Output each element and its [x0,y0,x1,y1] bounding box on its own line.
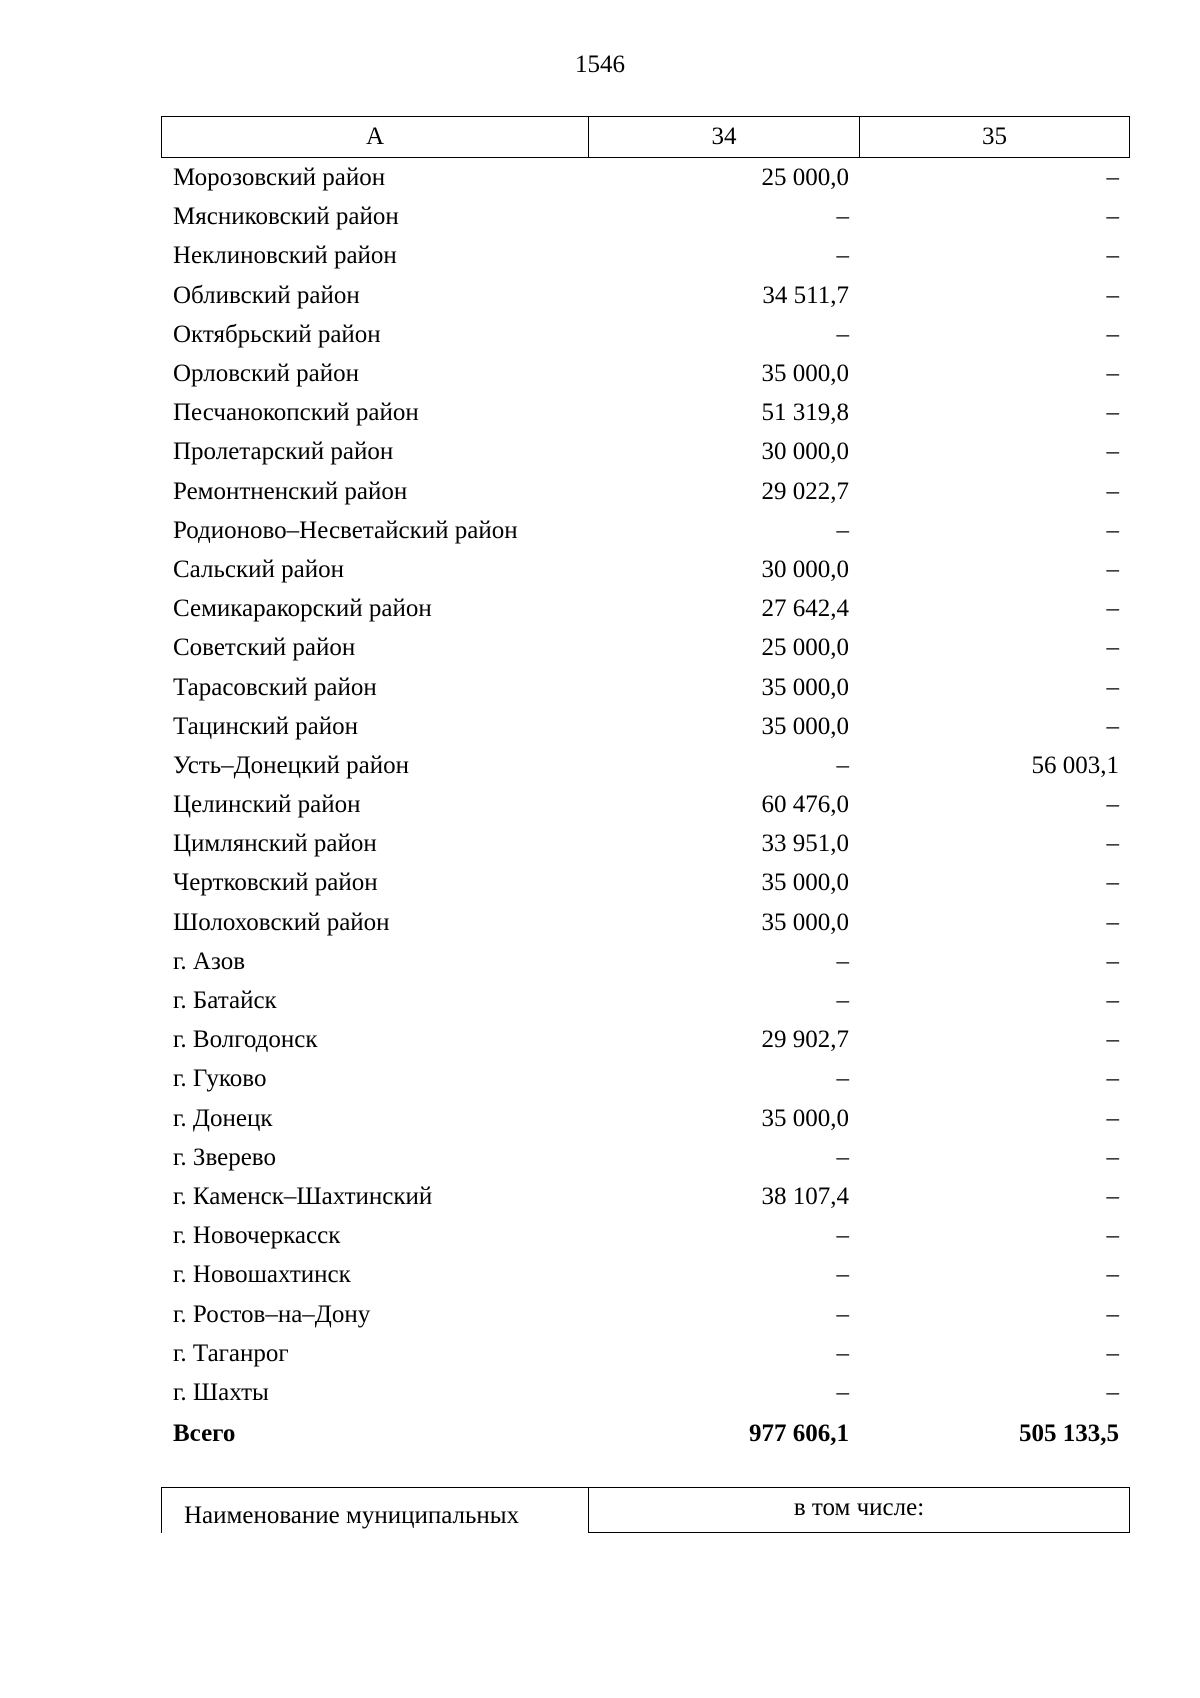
value-col-35: – [1106,477,1119,505]
value-col-35: – [1106,987,1119,1015]
table-row [161,1138,1130,1177]
municipality-name: Усть–Донецкий район [173,751,410,779]
municipality-name: Целинский район [173,791,361,819]
municipal-names-header: Наименование муниципальных [162,1488,589,1533]
municipality-name: Родионово–Несветайский район [173,516,518,544]
municipality-name: Советский район [173,634,356,662]
value-col-34: 35 000,0 [761,712,849,740]
value-col-35: – [1106,360,1119,388]
municipality-name: г. Волгодонск [173,1026,318,1054]
table-row [161,511,1130,550]
value-col-35: – [1106,1261,1119,1289]
value-col-34: – [836,751,849,779]
municipality-name: Тарасовский район [173,673,377,701]
value-col-35: – [1106,1222,1119,1250]
value-col-35: – [1106,1300,1119,1328]
value-col-34: 60 476,0 [761,791,849,819]
value-col-35: – [1106,164,1119,192]
value-col-35: 56 003,1 [1031,751,1119,779]
value-col-34: 35 000,0 [761,908,849,936]
value-col-34: 38 107,4 [761,1182,849,1210]
value-col-34: – [836,1065,849,1093]
municipality-name: Сальский район [173,555,344,583]
municipality-name: Шолоховский район [173,908,390,936]
value-col-35: – [1106,399,1119,427]
value-col-34: 34 511,7 [762,281,849,309]
value-col-35: – [1106,1378,1119,1406]
value-col-34: 30 000,0 [761,438,849,466]
value-col-34: – [836,987,849,1015]
value-col-35: – [1106,1339,1119,1367]
municipality-name: г. Новошахтинск [173,1261,351,1289]
header-col-35: 35 [982,123,1007,150]
value-col-34: 29 902,7 [761,1026,849,1054]
table-row [161,197,1130,236]
municipality-name: Обливский район [173,281,360,309]
value-col-35: – [1106,791,1119,819]
table-row [161,236,1130,275]
municipality-name: Всего [173,1420,236,1448]
table-row [161,667,1130,706]
value-col-34: – [836,1300,849,1328]
municipality-name: Ремонтненский район [173,477,408,505]
table-row [161,863,1130,902]
table-row [161,628,1130,667]
municipality-name: Тацинский район [173,712,358,740]
municipality-name: Октябрьский район [173,320,381,348]
value-col-35: – [1106,1104,1119,1132]
value-col-35: – [1106,1065,1119,1093]
table-row [161,707,1130,746]
municipality-name: Морозовский район [173,164,386,192]
value-col-34: – [836,1378,849,1406]
value-col-35: – [1106,634,1119,662]
municipality-name: г. Шахты [173,1378,269,1406]
value-col-34: 30 000,0 [761,555,849,583]
municipality-name: Пролетарский район [173,438,394,466]
table-row [161,550,1130,589]
value-col-34: 25 000,0 [761,634,849,662]
municipality-name: Мясниковский район [173,203,399,231]
table-row [161,824,1130,863]
value-col-34: – [836,242,849,270]
table-row [161,589,1130,628]
value-col-34: 35 000,0 [761,869,849,897]
municipality-name: Чертковский район [173,869,378,897]
value-col-34: 29 022,7 [761,477,849,505]
value-col-35: – [1106,1026,1119,1054]
value-col-34: – [836,203,849,231]
value-col-35: – [1106,595,1119,623]
municipality-name: Песчанокопский район [173,399,419,427]
table-row [161,981,1130,1020]
table-header [161,116,1130,158]
municipality-name: г. Гуково [173,1065,267,1093]
table-row [161,1059,1130,1098]
table-row [161,1334,1130,1373]
table-row [161,785,1130,824]
table-row [161,315,1130,354]
value-col-35: 505 133,5 [1019,1420,1119,1448]
table-row [161,432,1130,471]
table-row [161,393,1130,432]
value-col-34: – [836,1143,849,1171]
value-col-34: – [836,516,849,544]
value-col-35: – [1106,673,1119,701]
value-col-35: – [1106,1182,1119,1210]
value-col-34: 51 319,8 [761,399,849,427]
value-col-35: – [1106,555,1119,583]
value-col-35: – [1106,1143,1119,1171]
value-col-35: – [1106,438,1119,466]
value-col-35: – [1106,712,1119,740]
value-col-34: – [836,1339,849,1367]
table-row [161,276,1130,315]
municipality-name: г. Каменск–Шахтинский [173,1182,433,1210]
municipality-name: г. Таганрог [173,1339,289,1367]
value-col-34: – [836,320,849,348]
table-row [161,1177,1130,1216]
municipality-name: г. Новочеркасск [173,1222,341,1250]
municipality-name: Орловский район [173,360,359,388]
including-header: в том числе: [589,1488,1129,1533]
municipality-name: г. Ростов–на–Дону [173,1300,371,1328]
value-col-34: – [836,947,849,975]
value-col-34: 35 000,0 [761,1104,849,1132]
table-row [161,158,1130,197]
value-col-35: – [1106,830,1119,858]
table-row [161,1099,1130,1138]
municipality-name: Семикаракорский район [173,595,432,623]
value-col-35: – [1106,908,1119,936]
value-col-35: – [1106,281,1119,309]
total-row [161,1414,1130,1453]
value-col-34: 27 642,4 [761,595,849,623]
table-row [161,1373,1130,1412]
table-row [161,472,1130,511]
value-col-35: – [1106,320,1119,348]
municipality-name: г. Азов [173,947,246,975]
value-col-34: 33 951,0 [761,830,849,858]
value-col-34: – [836,1222,849,1250]
table-row [161,354,1130,393]
table-row [161,942,1130,981]
next-table-header [161,1487,1130,1533]
value-col-34: 35 000,0 [761,360,849,388]
table-row [161,1255,1130,1294]
header-col-a: А [162,117,589,157]
municipality-name: г. Зверево [173,1143,276,1171]
value-col-35: – [1106,869,1119,897]
page-number: 1546 [575,51,625,78]
municipality-name: г. Батайск [173,987,277,1015]
table-body [161,158,1130,1453]
municipality-name: Цимлянский район [173,830,377,858]
municipality-name: г. Донецк [173,1104,273,1132]
value-col-34: 25 000,0 [761,164,849,192]
value-col-34: 977 606,1 [749,1420,849,1448]
value-col-35: – [1106,947,1119,975]
municipality-name: Неклиновский район [173,242,397,270]
table-row [161,1216,1130,1255]
value-col-35: – [1106,516,1119,544]
value-col-34: 35 000,0 [761,673,849,701]
value-col-35: – [1106,242,1119,270]
table-row [161,1020,1130,1059]
value-col-34: – [836,1261,849,1289]
table-row [161,746,1130,785]
header-col-34: 34 [589,117,860,157]
value-col-35: – [1106,203,1119,231]
table-row [161,903,1130,942]
table-row [161,1294,1130,1333]
